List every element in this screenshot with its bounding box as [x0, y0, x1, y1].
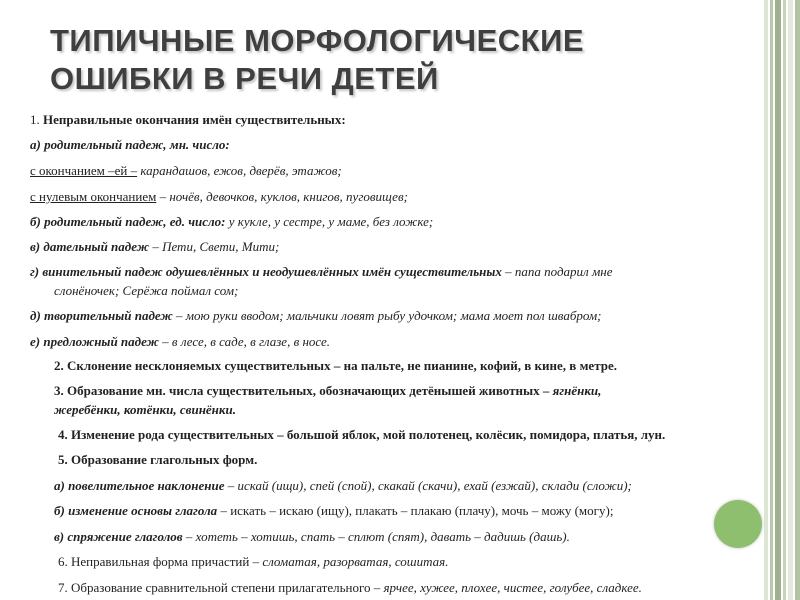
item-verb-v [54, 528, 570, 545]
section-1 [30, 111, 346, 128]
item-verb-v-text: – хотеть – хотишь, спать – сплют (спят), давать – дадишь (дашь). [182, 529, 570, 544]
item-b-label: б) родительный падеж, ед. число: [30, 214, 226, 229]
item-a-1-text: карандашов, ежов, дверёв, этажов; [137, 163, 342, 178]
section-7 [58, 579, 642, 596]
section-4-text: 4. Изменение рода существительных – большой яблок, мой полотенец, колёсик, помидора, платья, лун. [58, 427, 666, 442]
section-2-number: 2 [54, 358, 61, 373]
item-b [30, 213, 433, 230]
section-7-text: 7. Образование сравнительной степени прилагательного – [58, 580, 381, 595]
section-4 [58, 426, 665, 443]
item-verb-v-label: в) спряжение глаголов [54, 529, 183, 544]
decorative-circle [714, 500, 762, 548]
item-a-2-underlined: с нулевым окончанием [30, 189, 157, 204]
stripe [783, 0, 786, 600]
section-6-examples: сломатая, разорватая, сошитая. [259, 554, 449, 569]
item-a-label: а) родительный падеж, мн. число: [30, 137, 230, 152]
item-g-text: – папа подарил мне [501, 264, 613, 279]
section-3-text: 3. Образование мн. числа существительных, обозначающих детёнышей животных – [54, 383, 550, 398]
item-verb-b-label: б) изменение основы глагола [54, 503, 218, 518]
item-e [30, 333, 330, 350]
section-3-examples: ягнёнки, [549, 383, 602, 398]
item-v-text: – Пети, Свети, Мити; [149, 239, 280, 254]
item-g-continuation [54, 282, 238, 299]
section-3-examples-2: жеребёнки, котёнки, свинёнки. [54, 402, 236, 417]
item-verb-b [54, 502, 613, 519]
section-3 [54, 382, 601, 399]
item-v [30, 238, 279, 255]
item-v-label: в) дательный падеж [30, 239, 150, 254]
item-a-2-text: – ночёв, девочков, куклов, книгов, пуговищев; [156, 189, 408, 204]
item-g-label: г) винительный падеж одушевлённых и неодушевлённых имён существительных [30, 264, 502, 279]
section-1-number: 1. [30, 112, 43, 127]
item-d [30, 307, 602, 324]
item-a-heading [30, 136, 230, 153]
section-6 [58, 553, 448, 570]
section-7-examples: ярчее, хужее, плохее, чистее, голубее, сладкее. [380, 580, 642, 595]
item-g-text-2: слонёночек; Серёжа поймал сом; [54, 283, 239, 298]
item-verb-a-text: – искай (ищи), спей (спой), скакай (скачи), ехай (езжай), склади (сложи); [224, 478, 632, 493]
section-3-continuation [54, 401, 236, 418]
item-d-label: д) творительный падеж [30, 308, 173, 323]
section-2-text: . Склонение несклоняемых существительных – на пальте, не пианине, кофий, в кине, в метре. [60, 358, 617, 373]
section-1-text: Неправильные окончания имён существительных: [43, 112, 346, 127]
item-b-text: у кукле, у сестре, у маме, без ложке; [225, 214, 434, 229]
item-e-text: – в лесе, в саде, в глазе, в носе. [158, 334, 331, 349]
item-verb-a [54, 477, 632, 494]
slide-title [50, 22, 750, 98]
item-verb-a-label: а) повелительное наклонение [54, 478, 225, 493]
item-e-label: е) предложный падеж [30, 334, 159, 349]
item-a-1 [30, 162, 342, 179]
stripe [770, 0, 773, 600]
title-line-1: ТИПИЧНЫЕ МОРФОЛОГИЧЕСКИЕ [50, 23, 585, 58]
decorative-stripes [764, 0, 800, 600]
section-5-text: 5. Образование глагольных форм. [58, 452, 258, 467]
stripe [788, 0, 793, 600]
stripe [775, 0, 781, 600]
section-6-text: 6. Неправильная форма причастий – [58, 554, 260, 569]
item-g [30, 263, 613, 280]
item-a-2 [30, 188, 408, 205]
stripe [795, 0, 800, 600]
item-d-text: – мою руки вводом; мальчики ловят рыбу удочком; мама моет пол швабром; [172, 308, 602, 323]
section-2 [54, 357, 617, 374]
item-a-1-underlined: с окончанием –ей – [30, 163, 138, 178]
title-line-2: ОШИБКИ В РЕЧИ ДЕТЕЙ [50, 61, 439, 96]
stripe [764, 0, 768, 600]
item-verb-b-text: – искать – искаю (ищу), плакать – плакаю (плачу), мочь – можу (могу); [217, 503, 614, 518]
section-5 [58, 451, 257, 468]
